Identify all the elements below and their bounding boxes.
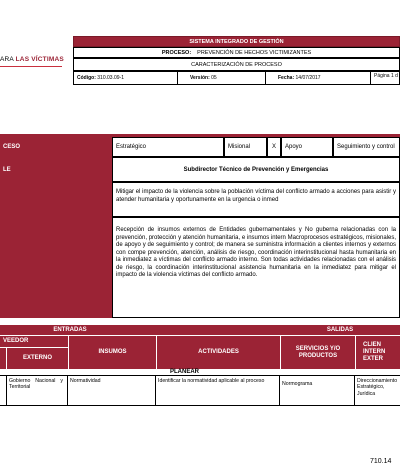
type-monitoring: Seguimiento y control (333, 137, 400, 157)
row-product: Normograma (280, 376, 355, 406)
type-support: Apoyo (281, 137, 333, 157)
clients-header (355, 335, 400, 369)
leader-label: LE (0, 157, 112, 182)
outputs-header: SALIDAS (280, 325, 400, 335)
date-label: Fecha: (278, 75, 295, 81)
logo-underline (0, 66, 62, 67)
process-type-label: CESO (0, 137, 112, 157)
logo (0, 52, 75, 70)
activities-header: ACTIVIDADES (156, 335, 280, 369)
objective-text: Mitigar el impacto de la violencia sobre la población víctima del conflicto armado a acciones para asistir y atender humanitaria y oportunamente en la urgencia o inmed (112, 182, 400, 217)
scope-text: Recepción de insumos externos de Entidades gubernamentales y No guberna relacionadas con la prevención, protección y atención humanitaria, e insumos intern Macroprocesos estratégicos, misionales, de apoyo y de seguimiento y control; de manera se suministra información a clientes internos y externos con compe prevención, atención, análisis de riesgo, coordinación interinstitucional hasta humanitaria en la inmediatez a víctimas del conflicto armado interno. Son todas actividades relacionadas con el análisis de riesgo, la coordinación interinstitucional asistencia humanitaria en la inmediatez para mitigar el impacto de la violencia víctimas del conflicto armado. (112, 217, 400, 318)
page-cell: Página 1 d (374, 73, 398, 79)
inputs-gap (140, 325, 280, 335)
logo-brand: LAS VÍCTIMAS (15, 56, 64, 63)
clients-header-line3: EXTER (363, 356, 384, 362)
system-title: SISTEMA INTEGRADO DE GESTIÓN (73, 36, 400, 47)
scope-label (0, 217, 112, 318)
row-external: Gobierno Nacional y Territorial (7, 376, 68, 406)
row-activity: Identificar la normatividad aplicable al proceso (156, 376, 280, 406)
process-row (73, 47, 400, 58)
row-insumo: Normatividad (68, 376, 156, 406)
code-label: Código: (77, 75, 96, 81)
document-title: CARACTERIZACIÓN DE PROCESO (73, 58, 400, 71)
type-strategic: Estratégico (112, 137, 224, 157)
external-col-header: EXTERNO (7, 347, 68, 369)
insumos-header: INSUMOS (68, 335, 156, 369)
row-internal (0, 376, 7, 406)
version-cell (178, 72, 266, 84)
process-label: PROCESO: (161, 49, 192, 56)
provider-header: VEEDOR (0, 335, 68, 347)
logo-prefix: ARA (0, 56, 14, 63)
clients-header-line1: CLIEN (363, 342, 381, 348)
type-missional-mark: X (267, 137, 281, 157)
code-cell (74, 72, 178, 84)
logo-text (0, 56, 64, 63)
table-row (0, 376, 400, 406)
type-missional: Misional (224, 137, 267, 157)
date-cell (266, 72, 371, 84)
phase-row: PLANEAR (0, 369, 400, 376)
footer-code: 710.14 (370, 458, 392, 465)
process-value: PREVENCIÓN DE HECHOS VICTIMIZANTES (197, 49, 312, 56)
row-client: Direccionamiento Estratégico, Jurídica (357, 378, 398, 397)
leader-value: Subdirector Técnico de Prevención y Emergencias (112, 157, 400, 182)
version-value: 05 (211, 75, 217, 81)
inputs-header: ENTRADAS (0, 325, 140, 335)
date-value: 14/07/2017 (295, 75, 321, 81)
version-label: Versión: (190, 75, 210, 81)
clients-header-line2: INTERN (363, 349, 386, 355)
services-header: SERVICIOS Y/O PRODUCTOS (280, 335, 355, 369)
objective-label (0, 182, 112, 217)
meta-row (73, 71, 400, 85)
internal-col-header (0, 347, 7, 369)
code-value: 310.03.09-1 (97, 75, 124, 81)
